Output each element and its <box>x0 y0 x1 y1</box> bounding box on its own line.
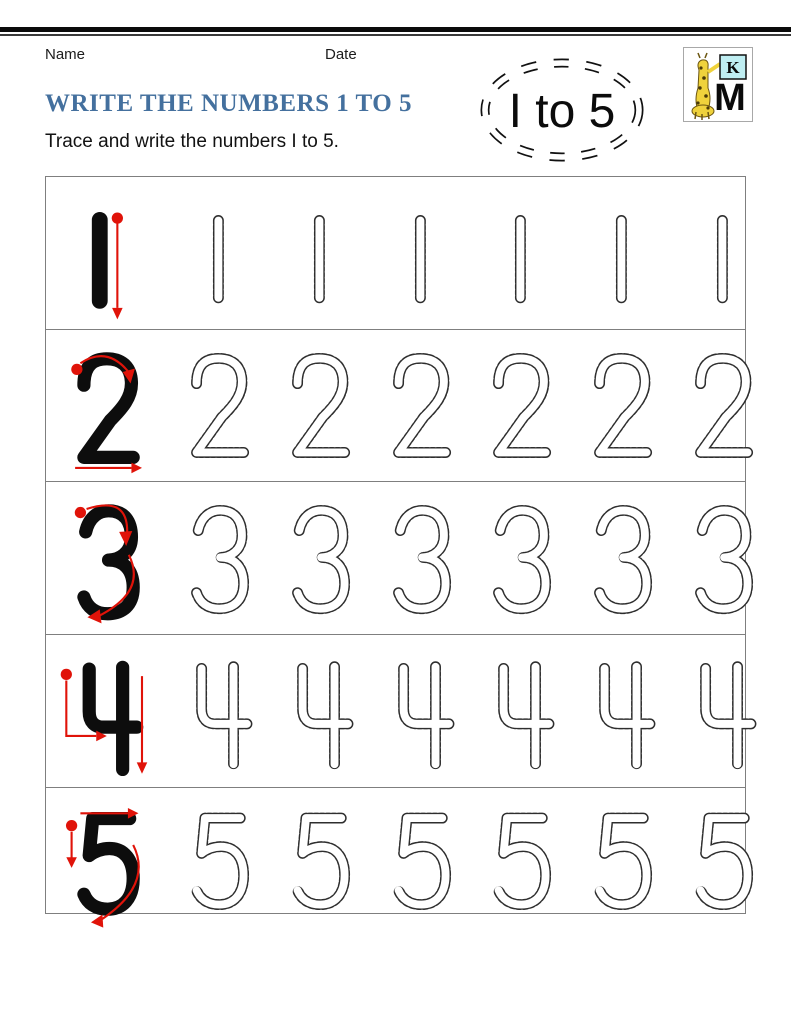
practice-row-5 <box>46 787 745 915</box>
trace-digit-4 <box>269 655 370 781</box>
logo-letter-m: M <box>714 77 746 119</box>
trace-digit-3 <box>470 502 571 628</box>
dashed-oval-icon <box>476 55 648 165</box>
trace-digit-4 <box>672 655 773 781</box>
trace-digit-5 <box>370 808 471 934</box>
trace-digit-4 <box>571 655 672 781</box>
trace-digit-3 <box>370 502 471 628</box>
page-subtitle: Trace and write the numbers I to 5. <box>45 131 339 152</box>
example-digit-1 <box>46 197 168 329</box>
brand-logo <box>683 47 753 122</box>
example-digit-2 <box>46 350 168 482</box>
trace-digit-3 <box>672 502 773 628</box>
trace-digit-2 <box>370 350 471 476</box>
trace-digit-1 <box>269 197 370 323</box>
trace-digit-5 <box>672 808 773 934</box>
example-digit-4 <box>46 655 168 787</box>
practice-row-3 <box>46 481 745 634</box>
example-digit-5 <box>46 808 168 940</box>
trace-digit-5 <box>168 808 269 934</box>
trace-digit-4 <box>470 655 571 781</box>
date-label: Date <box>325 46 357 63</box>
trace-digit-1 <box>470 197 571 323</box>
range-badge <box>476 55 648 165</box>
trace-digit-5 <box>470 808 571 934</box>
trace-digit-5 <box>269 808 370 934</box>
stroke-guide-arrows <box>112 212 123 319</box>
trace-digit-2 <box>470 350 571 476</box>
trace-digit-1 <box>672 197 773 323</box>
trace-digit-2 <box>168 350 269 476</box>
practice-row-4 <box>46 634 745 787</box>
trace-digit-2 <box>571 350 672 476</box>
top-rule <box>0 27 791 36</box>
page-title: WRITE THE NUMBERS 1 TO 5 <box>45 90 412 117</box>
practice-row-2 <box>46 329 745 481</box>
logo-letter-k: K <box>726 58 740 77</box>
trace-digit-1 <box>571 197 672 323</box>
trace-digit-5 <box>571 808 672 934</box>
example-digit-3 <box>46 502 168 634</box>
practice-row-1 <box>46 177 745 329</box>
digit-glyph-solid-5 <box>84 819 133 910</box>
digit-glyph-solid-4 <box>89 667 137 769</box>
trace-digit-3 <box>571 502 672 628</box>
trace-digit-4 <box>370 655 471 781</box>
trace-digit-2 <box>269 350 370 476</box>
trace-digit-2 <box>672 350 773 476</box>
trace-digit-3 <box>168 502 269 628</box>
trace-digit-1 <box>370 197 471 323</box>
practice-table <box>45 176 746 914</box>
trace-digit-4 <box>168 655 269 781</box>
name-label: Name <box>45 46 86 63</box>
trace-digit-3 <box>269 502 370 628</box>
digit-glyph-solid-3 <box>84 511 133 614</box>
badge-text: I to 5 <box>508 85 616 138</box>
trace-digit-1 <box>168 197 269 323</box>
